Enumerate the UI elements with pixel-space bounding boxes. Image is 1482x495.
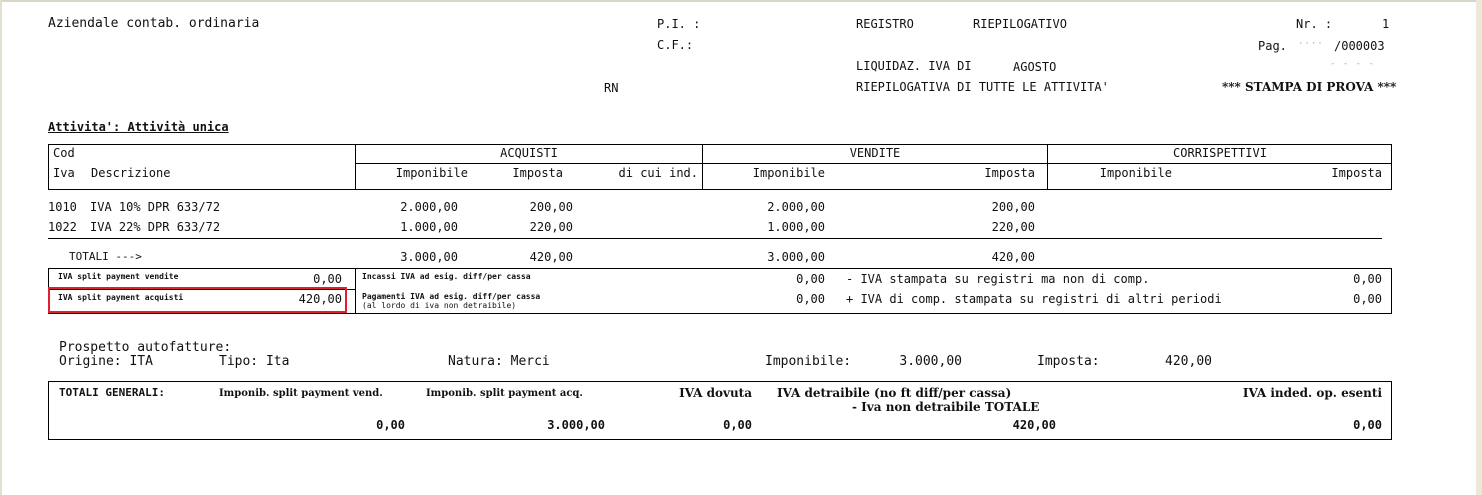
pag-value: /000003 bbox=[1334, 39, 1385, 53]
iva-detraibile-value: 420,00 bbox=[1012, 418, 1056, 432]
pag-redacted: ···· bbox=[1298, 39, 1324, 49]
row-ven-imponibile: 1.000,00 bbox=[767, 220, 825, 234]
totals-label: TOTALI ---> bbox=[69, 250, 142, 263]
group-corrispettivi: CORRISPETTIVI bbox=[1173, 146, 1267, 160]
imp-split-vend-value: 0,00 bbox=[376, 418, 405, 432]
totals-acq-imposta: 420,00 bbox=[529, 250, 573, 264]
row-acq-imposta: 220,00 bbox=[529, 220, 573, 234]
row-desc: IVA 10% DPR 633/72 bbox=[90, 200, 221, 214]
pagamenti-sub: (al lordo di iva non detraibile) bbox=[362, 301, 517, 310]
col-cor-imposta: Imposta bbox=[1331, 166, 1382, 180]
autofatture-imponibile-label: Imponibile: bbox=[765, 354, 852, 369]
pagamenti-value: 0,00 bbox=[796, 292, 825, 306]
totals-ven-imponibile: 3.000,00 bbox=[767, 250, 825, 264]
company-name: Aziendale contab. ordinaria bbox=[48, 16, 260, 31]
incassi-label: Incassi IVA ad esig. diff/per cassa bbox=[362, 272, 531, 281]
registro-value: RIEPILOGATIVO bbox=[973, 17, 1067, 31]
col-iva: Iva bbox=[53, 166, 75, 180]
row-acq-imposta: 200,00 bbox=[529, 200, 573, 214]
nr-label: Nr. : bbox=[1296, 17, 1333, 31]
iva-inded-value: 0,00 bbox=[1353, 418, 1382, 432]
col-acq-imposta: Imposta bbox=[512, 166, 563, 180]
imp-split-vend-label: Imponib. split payment vend. bbox=[219, 388, 383, 399]
stampata-label: - IVA stampata su registri ma non di comp. bbox=[846, 272, 1150, 286]
split-divider bbox=[355, 268, 356, 314]
split-vendite-label: IVA split payment vendite bbox=[58, 272, 179, 281]
group-vendite: VENDITE bbox=[849, 146, 901, 160]
autofatture-imposta-label: Imposta: bbox=[1037, 354, 1100, 369]
iva-dovuta-label: IVA dovuta bbox=[679, 386, 752, 400]
row-ven-imposta: 220,00 bbox=[991, 220, 1035, 234]
imp-split-acq-label: Imponib. split payment acq. bbox=[426, 388, 583, 399]
liquidaz-label: LIQUIDAZ. IVA DI bbox=[856, 59, 972, 73]
row-code: 1010 bbox=[48, 200, 77, 214]
page-edge-right bbox=[1476, 0, 1482, 495]
autofatture-natura: Natura: Merci bbox=[448, 354, 550, 369]
totali-generali-label: TOTALI GENERALI: bbox=[59, 386, 165, 399]
row-acq-imponibile: 2.000,00 bbox=[400, 200, 458, 214]
comp-value: 0,00 bbox=[1353, 292, 1382, 306]
col-ven-imponibile: Imponibile bbox=[752, 166, 825, 180]
totals-acq-imponibile: 3.000,00 bbox=[400, 250, 458, 264]
cf-label: C.F.: bbox=[657, 38, 694, 52]
group-header-line bbox=[355, 163, 1392, 164]
nr-value: 1 bbox=[1382, 17, 1390, 31]
col-descrizione: Descrizione bbox=[91, 166, 171, 180]
col-acq-di-cui: di cui ind. bbox=[618, 166, 698, 180]
iva-inded-label: IVA inded. op. esenti bbox=[1242, 386, 1382, 400]
pi-label: P.I. : bbox=[657, 17, 701, 31]
stampata-value: 0,00 bbox=[1353, 272, 1382, 286]
autofatture-origine: Origine: ITA bbox=[59, 354, 153, 369]
iva-dovuta-value: 0,00 bbox=[723, 418, 752, 432]
iva-detraibile-label: IVA detraibile (no ft diff/per cassa) bbox=[777, 386, 1012, 400]
row-ven-imponibile: 2.000,00 bbox=[767, 200, 825, 214]
rn-label: RN bbox=[604, 81, 619, 95]
incassi-value: 0,00 bbox=[796, 272, 825, 286]
autofatture-title: Prospetto autofatture: bbox=[59, 340, 232, 355]
page-edge-top bbox=[0, 0, 1482, 2]
row-ven-imposta: 200,00 bbox=[991, 200, 1035, 214]
registro-label: REGISTRO bbox=[856, 17, 914, 31]
pag-label: Pag. bbox=[1258, 39, 1287, 53]
split-vendite-value: 0,00 bbox=[313, 272, 342, 286]
group-acquisti: ACQUISTI bbox=[500, 146, 558, 160]
imp-split-acq-value: 3.000,00 bbox=[547, 418, 605, 432]
riepilogativa-label: RIEPILOGATIVA DI TUTTE LE ATTIVITA' bbox=[856, 80, 1109, 94]
autofatture-imposta-value: 420,00 bbox=[1165, 354, 1212, 369]
iva-non-detraibile-label: - Iva non detraibile TOTALE bbox=[852, 400, 1040, 414]
pagamenti-label: Pagamenti IVA ad esig. diff/per cassa bbox=[362, 292, 541, 301]
comp-label: + IVA di comp. stampata su registri di altri periodi bbox=[846, 292, 1222, 306]
col-cor-imponibile: Imponibile bbox=[1099, 166, 1172, 180]
page-edge-left bbox=[0, 0, 2, 495]
row-desc: IVA 22% DPR 633/72 bbox=[90, 220, 221, 234]
activity-title: Attivita': Attività unica bbox=[48, 120, 229, 134]
totals-separator bbox=[48, 238, 1382, 239]
row-acq-imponibile: 1.000,00 bbox=[400, 220, 458, 234]
col-cod: Cod bbox=[53, 146, 75, 160]
col-ven-imposta: Imposta bbox=[984, 166, 1035, 180]
totals-ven-imposta: 420,00 bbox=[991, 250, 1035, 264]
liquidaz-month: AGOSTO bbox=[1013, 60, 1057, 74]
autofatture-tipo: Tipo: Ita bbox=[219, 354, 290, 369]
row-code: 1022 bbox=[48, 220, 77, 234]
stampa-prova-label: *** STAMPA DI PROVA *** bbox=[1222, 80, 1397, 94]
col-acq-imponibile: Imponibile bbox=[395, 166, 468, 180]
split-acquisti-value: 420,00 bbox=[298, 292, 342, 306]
autofatture-imponibile-value: 3.000,00 bbox=[899, 354, 962, 369]
year-redacted: - - - - bbox=[1330, 59, 1375, 69]
split-acquisti-label: IVA split payment acquisti bbox=[58, 293, 184, 302]
